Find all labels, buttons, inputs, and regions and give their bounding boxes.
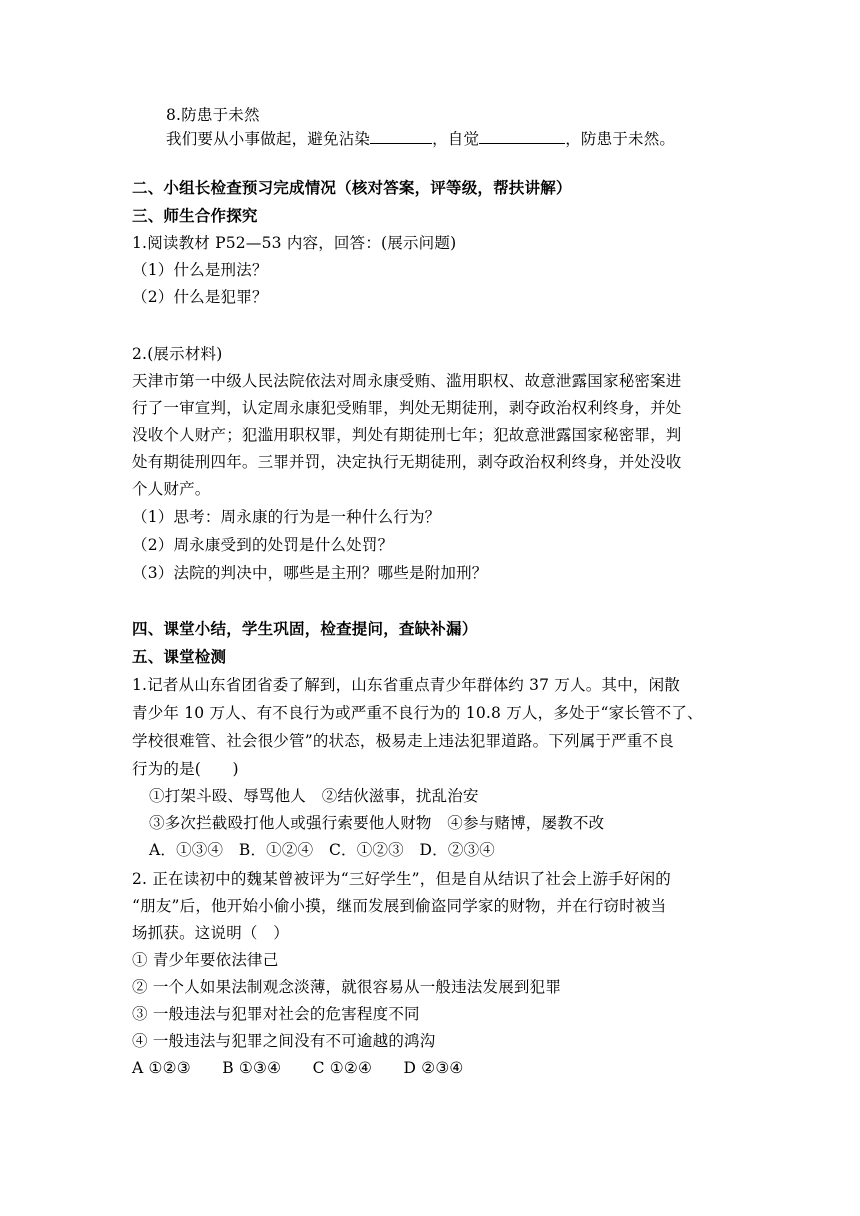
test-q1-line-3: 学校很难管、社会很少管”的状态，极易走上违法犯罪道路。下列属于严重不良 xyxy=(132,732,674,750)
test-q1-choices: A．①③④ B．①②④ C．①②③ D．②③④ xyxy=(149,841,495,859)
test-q1-line-2: 青少年 10 万人、有不良行为或严重不良行为的 10.8 万人，多处于“家长管不了、 xyxy=(132,704,703,722)
q1-prompt: 1.阅读教材 P52—53 内容，回答：(展示问题) xyxy=(132,234,457,252)
q1-sub-2: （2）什么是犯罪？ xyxy=(132,288,268,306)
material-line-5: 个人财产。 xyxy=(132,480,211,498)
test-q2-option-1: ① 青少年要依法律己 xyxy=(132,951,279,969)
fill-blank-2[interactable] xyxy=(479,127,565,144)
test-q1-option-b: ③多次拦截殴打他人或强行索要他人财物 ④参与赌博，屡教不改 xyxy=(149,814,605,832)
test-q1-line-4: 行为的是( ) xyxy=(132,760,239,778)
q2-sub-3: （3）法院的判决中，哪些是主刑？哪些是附加刑？ xyxy=(132,564,488,582)
section-8-text-a: 我们要从小事做起，避免沾染 xyxy=(166,130,371,148)
material-line-2: 行了一审宣判，认定周永康犯受贿罪，判处无期徒刑，剥夺政治权利终身，并处 xyxy=(132,399,682,417)
material-line-3: 没收个人财产；犯滥用职权罪，判处有期徒刑七年；犯故意泄露国家秘密罪，判 xyxy=(132,426,682,444)
section-4-heading: 四、课堂小结，学生巩固，检查提问，查缺补漏） xyxy=(132,619,478,638)
section-8-heading: 8.防患于未然 xyxy=(166,106,260,124)
test-q2-line-3: 场抓获。这说明（ ） xyxy=(132,924,290,942)
q2-prompt: 2.(展示材料) xyxy=(132,345,223,363)
material-line-4: 处有期徒刑四年。三罪并罚，决定执行无期徒刑，剥夺政治权利终身，并处没收 xyxy=(132,453,682,471)
test-q2-line-1: 2. 正在读初中的魏某曾被评为“三好学生”，但是自从结识了社会上游手好闲的 xyxy=(132,870,671,888)
test-q2-choices: A ①②③ B ①③④ C ①②④ D ②③④ xyxy=(132,1059,464,1077)
test-q1-option-a: ①打架斗殴、辱骂他人 ②结伙滋事，扰乱治安 xyxy=(149,787,479,805)
section-8-text-c: ，防患于未然。 xyxy=(565,130,676,148)
section-3-heading: 三、师生合作探究 xyxy=(132,206,258,225)
test-q2-option-4: ④ 一般违法与犯罪之间没有不可逾越的鸿沟 xyxy=(132,1032,436,1050)
test-q2-option-3: ③ 一般违法与犯罪对社会的危害程度不同 xyxy=(132,1005,420,1023)
q1-sub-1: （1）什么是刑法？ xyxy=(132,261,268,279)
section-8-text xyxy=(166,125,675,153)
section-5-heading: 五、课堂检测 xyxy=(132,647,227,666)
q2-sub-1: （1）思考：周永康的行为是一种什么行为？ xyxy=(132,508,441,526)
material-line-1: 天津市第一中级人民法院依法对周永康受贿、滥用职权、故意泄露国家秘密案进 xyxy=(132,372,682,390)
test-q1-line-1: 1.记者从山东省团省委了解到，山东省重点青少年群体约 37 万人。其中，闲散 xyxy=(132,676,680,694)
fill-blank-1[interactable] xyxy=(370,127,432,144)
test-q2-line-2: “朋友”后，他开始小偷小摸，继而发展到偷盗同学家的财物，并在行窃时被当 xyxy=(132,897,667,915)
q2-sub-2: （2）周永康受到的处罚是什么处罚？ xyxy=(132,536,394,554)
section-2-heading: 二、小组长检查预习完成情况（核对答案，评等级，帮扶讲解） xyxy=(132,178,572,197)
section-8-text-b: ，自觉 xyxy=(432,130,480,148)
test-q2-option-2: ② 一个人如果法制观念淡薄，就很容易从一般违法发展到犯罪 xyxy=(132,978,562,996)
